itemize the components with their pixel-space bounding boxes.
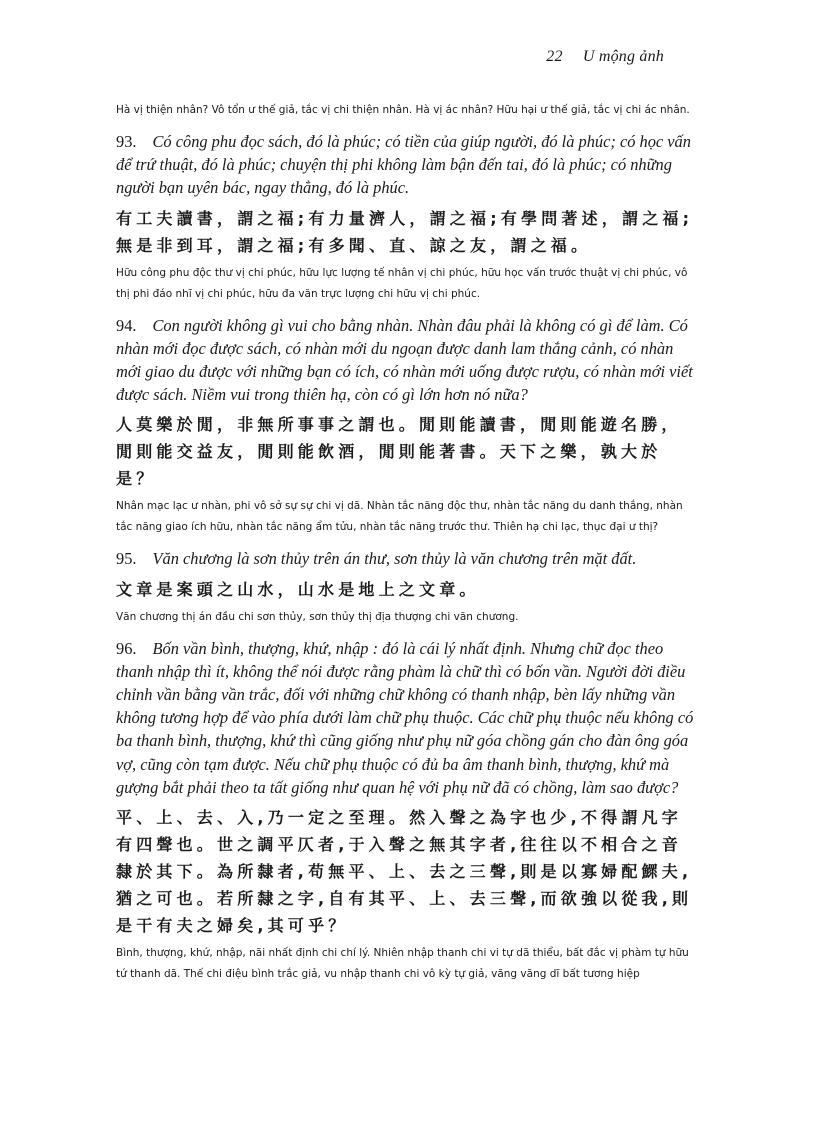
book-title: U mộng ảnh [582,48,664,65]
entry-93-hanviet: Hữu công phu độc thư vị chi phúc, hữu lực lượng tế nhân vị chi phúc, hữu học vấn trước thuật vị chi phúc, vô thị phi đáo nhĩ vị chi phúc, hữu đa văn trực lượng chi hữu vị chi phúc. [116,266,688,300]
entry-93-vietnamese [116,130,700,200]
entry-94-number: 94. [116,315,137,335]
page-body [116,100,700,985]
page-number: 22 [546,48,563,65]
intro-hanviet-paragraph: Hà vị thiện nhân? Vô tổn ư thế giả, tắc vị chi thiện nhân. Hà vị ác nhân? Hữu hại ư thế giả, tắc vị chi ác nhân. [116,104,690,116]
entry-95-vietnamese [116,547,700,570]
entry-96-number: 96. [116,638,137,658]
entry-95-vietnamese-text: Văn chương là sơn thủy trên án thư, sơn thủy là văn chương trên mặt đất. [152,549,637,569]
entry-93-number: 93. [116,132,137,151]
entry-96-hanviet: Bình, thượng, khứ, nhập, nãi nhất định chi chí lý. Nhiên nhập thanh chi vi tự dã thiểu, bất đắc vị phàm tự hữu tứ thanh dã. Thế chi điệu bình trắc giả, vu nhập thanh chi vô kỳ tự giả, vãng vãng dĩ bất tương hiệp [116,947,689,981]
entry-96-vietnamese [116,637,700,799]
entry-95-number: 95. [116,549,137,569]
entry-96-chinese: 平、上、去、入,乃一定之至理。然入聲之為字也少,不得謂凡字有四聲也。世之調平仄者,于入聲之無其字者,往往以不相合之音隸於其下。為所隸者,苟無平、上、去之三聲,則是以寡婦配鰥夫,猶之可也。若所隸之字,自有其平、上、去三聲,而欲強以從我,則是干有夫之婦矣,其可乎？ [116,808,693,936]
entry-96-vietnamese-text: Bốn vần bình, thượng, khứ, nhập : đó là cái lý nhất định. Nhưng chữ đọc theo thanh nhập thì ít, không thể nói được rằng phàm là chữ thì có bốn vần. Người đời điều chỉnh vần bằng vần trắc, đối với những chữ không có thanh nhập, bèn lấy những vần không tương hợp để vào phía dưới làm chữ phụ thuộc. Các chữ phụ thuộc nếu không có ba thanh bình, thượng, khứ thì cũng giống như phụ nữ góa chồng gán cho đàn ông góa vợ, cũng còn tạm được. Nếu chữ phụ thuộc có đủ ba âm thanh bình, thượng, khứ mà gượng bắt phải theo ta tất giống như quan hệ với phụ nữ đã có chồng, làm sao được? [116,638,694,797]
entry-95-hanviet: Văn chương thị án đầu chi sơn thủy, sơn thủy thị địa thượng chi văn chương. [116,610,519,623]
entry-93-vietnamese-text: Có công phu đọc sách, đó là phúc; có tiền của giúp người, đó là phúc; có học vấn để trứ thuật, đó là phúc; chuyện thị phi không làm bận đến tai, đó là phúc; có những người bạn uyên bác, ngay thẳng, đó là phúc. [116,132,691,198]
entry-94-chinese: 人莫樂於閒，非無所事事之謂也。閒則能讀書，閒則能遊名勝，閒則能交益友，閒則能飲酒，閒則能著書。天下之樂，孰大於是？ [116,415,682,489]
running-header [546,48,664,66]
entry-95-chinese: 文章是案頭之山水，山水是地上之文章。 [116,579,480,599]
entry-94-vietnamese [116,314,700,407]
entry-93-chinese: 有工夫讀書，謂之福;有力量濟人，謂之福;有學問著述，謂之福;無是非到耳，謂之福;有多聞、直、諒之友，謂之福。 [116,208,694,255]
entry-94-hanviet: Nhân mạc lạc ư nhàn, phi vô sở sự sự chi vị dã. Nhàn tắc năng độc thư, nhàn tắc năng du danh thắng, nhàn tắc năng giao ích hữu, nhàn tắc năng ẩm tửu, nhàn tắc năng trước thư. Thiên hạ chi lạc, thục đại ư thị? [116,500,683,534]
entry-94-vietnamese-text: Con người không gì vui cho bằng nhàn. Nhàn đâu phải là không có gì để làm. Có nhàn mới đọc được sách, có nhàn mới du ngoạn được danh lam thắng cảnh, có nhàn mới giao du được với những bạn có ích, có nhàn mới uống được rượu, có nhàn mới viết được sách. Niềm vui trong thiên hạ, còn có gì lớn hơn nó nữa? [116,315,693,405]
